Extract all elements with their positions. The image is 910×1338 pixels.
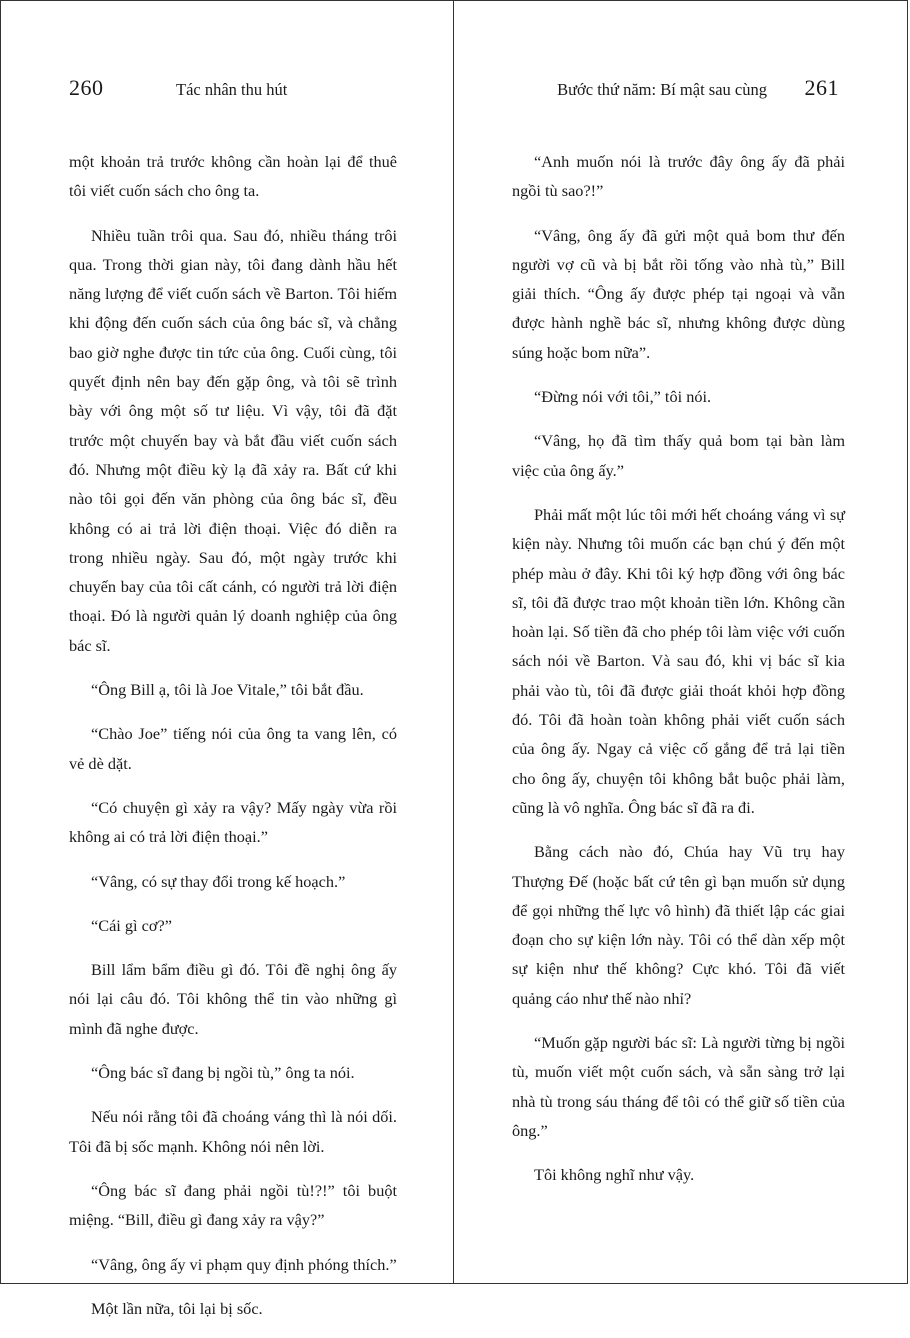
paragraph: “Vâng, ông ấy vi phạm quy định phóng thích.” (91, 1254, 397, 1274)
running-title: Bước thứ năm: Bí mật sau cùng (557, 80, 767, 99)
paragraph: Phải mất một lúc tôi mới hết choáng váng vì sự kiện này. Nhưng tôi muốn các bạn chú ý đến một phép màu ở đây. Khi tôi ký hợp đồng với ông bác sĩ, tôi đã được trao một khoản tiền lớn. Không cần hoàn lại. Số tiền đã cho phép tôi làm việc với cuốn sách nói về Barton. Và sau đó, khi vị bác sĩ kia phải vào tù, tôi đã được giải thoát khỏi hợp đồng đó. Tôi đã hoàn toàn không phải viết cuốn sách của ông ấy. Ngay cả việc cố gắng để trả lại tiền cho ông ấy, chuyện tôi không bắt buộc phải làm, cũng là vô nghĩa. Ông bác sĩ đã ra đi. (512, 504, 845, 817)
paragraph: Bằng cách nào đó, Chúa hay Vũ trụ hay Thượng Đế (hoặc bất cứ tên gì bạn muốn sử dụng để gọi những thế lực vô hình) đã thiết lập các giai đoạn cho sự kiện lớn này. Tôi có thể dàn xếp một sự kiện như thế không? Cực khó. Tôi đã viết quảng cáo như thế nào nhỉ? (512, 842, 845, 1008)
page-number: 261 (804, 75, 839, 100)
paragraph: “Ông bác sĩ đang bị ngồi tù,” ông ta nói. (91, 1063, 355, 1083)
paragraph: “Muốn gặp người bác sĩ: Là người từng bị ngồi tù, muốn viết một cuốn sách, và sẵn sàng trở lại nhà tù trong sáu tháng để tôi có thể giữ số tiền của ông.” (512, 1033, 845, 1140)
paragraph: “Vâng, có sự thay đổi trong kế hoạch.” (91, 871, 346, 891)
paragraph: “Ông bác sĩ đang phải ngồi tù!?!” tôi buột miệng. “Bill, điều gì đang xảy ra vậy?” (69, 1180, 397, 1230)
paragraph: “Chào Joe” tiếng nói của ông ta vang lên, có vẻ dè dặt. (69, 724, 397, 773)
paragraph: Nếu nói rằng tôi đã choáng váng thì là nói dối. Tôi đã bị sốc mạnh. Không nói nên lời. (69, 1107, 397, 1156)
paragraph: Một lần nữa, tôi lại bị sốc. (91, 1298, 263, 1318)
right-page (454, 1, 907, 1283)
paragraph: Bill lẩm bẩm điều gì đó. Tôi đề nghị ông ấy nói lại câu đó. Tôi không thể tin vào những gì mình đã nghe được. (69, 960, 397, 1038)
paragraph: Nhiều tuần trôi qua. Sau đó, nhiều tháng trôi qua. Trong thời gian này, tôi đang dành hầu hết năng lượng để viết cuốn sách về Barton. Tôi hiếm khi động đến cuốn sách của ông bác sĩ, và chẳng bao giờ nghe được tin tức của ông. Cuối cùng, tôi quyết định nên bay đến gặp ông, và tôi sẽ trình bày với ông một số tư liệu. Vì vậy, tôi đã đặt trước một chuyến bay và bắt đầu viết cuốn sách đó. Nhưng một điều kỳ lạ đã xảy ra. Bất cứ khi nào tôi gọi đến văn phòng của ông bác sĩ, đều không có ai trả lời điện thoại. Việc đó diễn ra trong nhiều ngày. Sau đó, một ngày trước khi chuyến bay của tôi cất cánh, có người trả lời điện thoại. Đó là người quản lý doanh nghiệp của ông bác sĩ. (69, 225, 397, 655)
left-page-body (69, 147, 397, 1338)
running-title: Tác nhân thu hút (176, 80, 288, 99)
right-page-header (454, 75, 907, 105)
paragraph: “Vâng, họ đã tìm thấy quả bom tại bàn làm việc của ông ấy.” (512, 431, 845, 480)
left-page-header (1, 75, 453, 105)
paragraph: “Ông Bill ạ, tôi là Joe Vitale,” tôi bắt đầu. (91, 680, 364, 700)
paragraph: “Vâng, ông ấy đã gửi một quả bom thư đến người vợ cũ và bị bắt rồi tống vào nhà tù,” Bill giải thích. “Ông ấy được phép tại ngoại và vẫn được hành nghề bác sĩ, nhưng không được dùng súng hoặc bom nữa”. (512, 225, 845, 362)
paragraph: Tôi không nghĩ như vậy. (534, 1165, 695, 1185)
paragraph: “Đừng nói với tôi,” tôi nói. (534, 387, 712, 407)
paragraph: một khoản trả trước không cần hoàn lại để thuê tôi viết cuốn sách cho ông ta. (69, 152, 397, 201)
right-page-body (512, 147, 845, 1205)
left-page (1, 1, 454, 1318)
paragraph: “Cái gì cơ?” (91, 915, 172, 935)
paragraph: “Anh muốn nói là trước đây ông ấy đã phải ngồi tù sao?!” (512, 152, 845, 201)
page-number: 260 (69, 75, 104, 100)
paragraph: “Có chuyện gì xảy ra vậy? Mấy ngày vừa rồi không ai có trả lời điện thoại.” (69, 797, 397, 847)
